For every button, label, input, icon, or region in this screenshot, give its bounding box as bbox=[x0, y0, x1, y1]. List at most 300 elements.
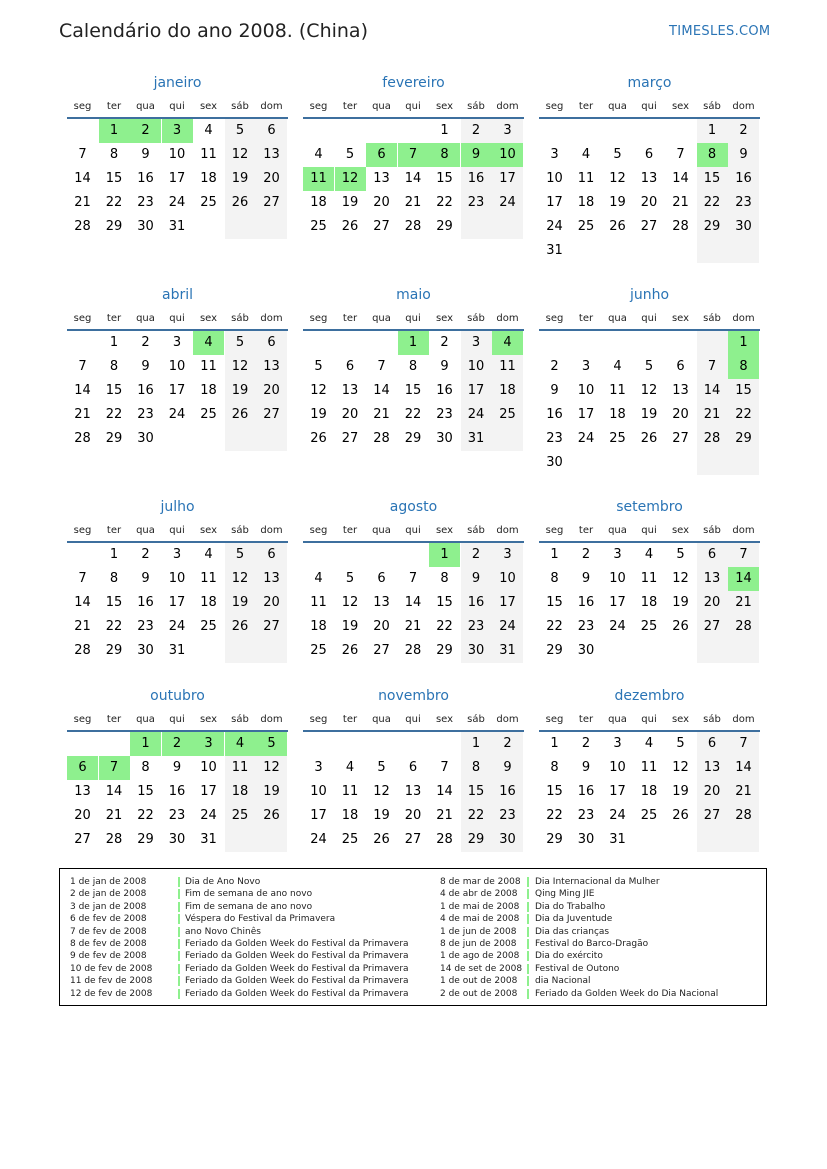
day-cell: 17 bbox=[609, 784, 626, 799]
month-agosto bbox=[303, 498, 524, 698]
day-cell: 17 bbox=[168, 383, 186, 398]
holiday-name: Dia das crianças bbox=[535, 926, 610, 937]
day-cell: 18 bbox=[609, 407, 626, 422]
holiday-marker bbox=[178, 976, 180, 986]
weekday-label: sáb bbox=[703, 714, 721, 725]
day-cell: 25 bbox=[200, 195, 217, 210]
weekend-blank-cell bbox=[256, 828, 287, 852]
weekday-label: ter bbox=[342, 313, 358, 324]
weekday-label: qui bbox=[169, 313, 185, 324]
day-cell: 17 bbox=[492, 591, 523, 615]
weekday-label: seg bbox=[309, 101, 328, 112]
weekday-label: qui bbox=[641, 525, 657, 536]
holiday-date: 12 de fev de 2008 bbox=[70, 988, 153, 999]
month-name: janeiro bbox=[153, 75, 202, 91]
day-cell: 12 bbox=[672, 760, 689, 775]
weekday-label: sáb bbox=[703, 313, 721, 324]
day-cell: 8 bbox=[461, 756, 492, 780]
day-cell: 13 bbox=[373, 595, 390, 610]
day-cell: 26 bbox=[225, 191, 256, 215]
weekend-blank-cell bbox=[728, 828, 759, 852]
day-cell: 20 bbox=[373, 195, 390, 210]
day-cell: 7 bbox=[78, 147, 87, 162]
day-cell: 18 bbox=[640, 595, 658, 610]
day-cell: 11 bbox=[200, 359, 217, 374]
day-cell: 3 bbox=[172, 335, 182, 350]
weekday-label: sex bbox=[199, 101, 218, 112]
day-cell: 8 bbox=[109, 571, 119, 586]
day-cell: 26 bbox=[310, 431, 327, 446]
holiday-marker bbox=[178, 939, 180, 949]
weekend-blank-cell bbox=[728, 639, 759, 663]
day-cell: 12 bbox=[225, 567, 256, 591]
day-cell: 5 bbox=[613, 147, 622, 162]
holiday-name: Feriado da Golden Week do Dia Nacional bbox=[535, 988, 719, 999]
weekend-blank-cell bbox=[697, 451, 728, 475]
day-cell: 12 bbox=[373, 784, 390, 799]
holiday-marker bbox=[527, 877, 529, 887]
day-cell: 26 bbox=[225, 615, 256, 639]
day-cell: 24 bbox=[609, 619, 626, 634]
day-cell: 15 bbox=[436, 595, 453, 610]
holiday-day-cell: 10 bbox=[492, 143, 523, 167]
holiday-legend bbox=[59, 868, 767, 1006]
holiday-marker bbox=[527, 964, 529, 974]
day-cell: 14 bbox=[373, 383, 390, 398]
day-cell: 9 bbox=[492, 756, 523, 780]
day-cell: 23 bbox=[436, 407, 453, 422]
day-cell: 5 bbox=[345, 147, 355, 162]
holiday-name: Qing Ming JIE bbox=[535, 889, 595, 900]
day-cell: 22 bbox=[546, 619, 563, 634]
weekday-label: seg bbox=[73, 101, 92, 112]
weekday-label: dom bbox=[732, 101, 755, 112]
day-cell: 29 bbox=[137, 832, 154, 847]
holiday-day-cell: 4 bbox=[193, 331, 224, 355]
day-cell: 1 bbox=[461, 732, 492, 756]
month-name: setembro bbox=[616, 499, 683, 515]
day-cell: 23 bbox=[168, 808, 186, 823]
day-cell: 13 bbox=[256, 355, 287, 379]
day-cell: 12 bbox=[640, 383, 658, 398]
day-cell: 22 bbox=[697, 191, 728, 215]
holiday-day-cell: 2 bbox=[162, 732, 193, 756]
day-cell: 4 bbox=[204, 547, 213, 562]
day-cell: 11 bbox=[200, 571, 217, 586]
day-cell: 2 bbox=[581, 547, 591, 562]
weekday-label: qui bbox=[641, 714, 657, 725]
holiday-day-cell: 5 bbox=[256, 732, 287, 756]
day-cell: 11 bbox=[640, 760, 658, 775]
weekday-label: qua bbox=[372, 525, 391, 536]
day-cell: 12 bbox=[256, 756, 287, 780]
day-cell: 5 bbox=[225, 331, 256, 355]
weekday-label: sex bbox=[435, 313, 454, 324]
day-cell: 20 bbox=[640, 195, 658, 210]
holiday-day-cell: 1 bbox=[99, 119, 130, 143]
day-cell: 4 bbox=[581, 147, 591, 162]
day-cell: 24 bbox=[200, 808, 217, 823]
month-outubro bbox=[67, 687, 288, 887]
weekday-label: seg bbox=[309, 714, 328, 725]
day-cell: 29 bbox=[461, 828, 492, 852]
day-cell: 23 bbox=[728, 191, 759, 215]
weekday-label: qua bbox=[372, 714, 391, 725]
weekday-label: qua bbox=[136, 101, 155, 112]
holiday-marker bbox=[527, 889, 529, 899]
day-cell: 20 bbox=[74, 808, 91, 823]
day-cell: 20 bbox=[373, 619, 390, 634]
day-cell: 19 bbox=[373, 808, 390, 823]
day-cell: 16 bbox=[137, 383, 154, 398]
day-cell: 8 bbox=[109, 359, 119, 374]
weekday-label: seg bbox=[73, 714, 92, 725]
day-cell: 13 bbox=[341, 383, 359, 398]
day-cell: 25 bbox=[310, 219, 327, 234]
day-cell: 11 bbox=[640, 571, 658, 586]
weekday-label: qui bbox=[169, 101, 185, 112]
holiday-date: 1 de jan de 2008 bbox=[70, 877, 147, 887]
day-cell: 16 bbox=[728, 167, 759, 191]
holiday-marker bbox=[178, 914, 180, 924]
day-cell: 27 bbox=[697, 615, 728, 639]
day-cell: 7 bbox=[78, 571, 87, 586]
day-cell: 28 bbox=[105, 832, 123, 847]
day-cell: 6 bbox=[377, 571, 386, 586]
weekday-label: sex bbox=[199, 313, 218, 324]
holiday-date: 8 de fev de 2008 bbox=[70, 938, 147, 949]
day-cell: 25 bbox=[640, 619, 658, 634]
holiday-marker bbox=[527, 902, 529, 912]
day-cell: 28 bbox=[672, 219, 689, 234]
day-cell: 10 bbox=[310, 784, 327, 799]
day-cell: 31 bbox=[168, 219, 186, 234]
holiday-day-cell: 3 bbox=[162, 119, 193, 143]
holiday-date: 1 de out de 2008 bbox=[440, 976, 518, 987]
day-cell: 16 bbox=[577, 595, 595, 610]
weekday-label: sex bbox=[435, 714, 454, 725]
holiday-name: Feriado da Golden Week do Festival da Primavera bbox=[185, 963, 409, 974]
day-cell: 19 bbox=[225, 167, 256, 191]
weekday-label: qua bbox=[372, 101, 391, 112]
day-cell: 18 bbox=[310, 619, 327, 634]
holiday-marker bbox=[527, 989, 529, 999]
holiday-day-cell: 8 bbox=[728, 355, 759, 379]
day-cell: 17 bbox=[461, 379, 492, 403]
day-cell: 20 bbox=[256, 167, 287, 191]
holiday-day-cell: 6 bbox=[67, 756, 98, 780]
weekday-label: ter bbox=[578, 313, 594, 324]
day-cell: 9 bbox=[440, 359, 449, 374]
holiday-name: Feriado da Golden Week do Festival da Primavera bbox=[185, 988, 409, 999]
holiday-name: Dia de Ano Novo bbox=[185, 877, 261, 887]
holiday-marker bbox=[527, 951, 529, 961]
day-cell: 16 bbox=[137, 595, 154, 610]
day-cell: 12 bbox=[341, 595, 359, 610]
day-cell: 15 bbox=[546, 784, 563, 799]
day-cell: 27 bbox=[672, 431, 689, 446]
day-cell: 17 bbox=[492, 167, 523, 191]
month-março bbox=[539, 74, 760, 274]
weekday-label: sáb bbox=[467, 101, 485, 112]
day-cell: 25 bbox=[341, 832, 359, 847]
day-cell: 29 bbox=[728, 427, 759, 451]
day-cell: 17 bbox=[200, 784, 217, 799]
day-cell: 22 bbox=[105, 407, 123, 422]
day-cell: 23 bbox=[577, 808, 595, 823]
day-cell: 24 bbox=[609, 808, 626, 823]
day-cell: 17 bbox=[168, 171, 186, 186]
day-cell: 22 bbox=[436, 619, 453, 634]
day-cell: 30 bbox=[577, 832, 595, 847]
weekend-blank-cell bbox=[697, 828, 728, 852]
day-cell: 5 bbox=[345, 571, 355, 586]
day-cell: 28 bbox=[74, 431, 91, 446]
day-cell: 20 bbox=[256, 379, 287, 403]
day-cell: 13 bbox=[697, 756, 728, 780]
day-cell: 29 bbox=[436, 219, 453, 234]
holiday-date: 1 de jun de 2008 bbox=[440, 926, 517, 937]
day-cell: 3 bbox=[581, 359, 591, 374]
holiday-name: Feriado da Golden Week do Festival da Primavera bbox=[185, 938, 409, 949]
day-cell: 13 bbox=[404, 784, 422, 799]
day-cell: 18 bbox=[492, 379, 523, 403]
day-cell: 8 bbox=[550, 571, 559, 586]
day-cell: 14 bbox=[697, 379, 728, 403]
weekday-label: sáb bbox=[703, 101, 721, 112]
day-cell: 1 bbox=[109, 547, 119, 562]
weekday-label: qui bbox=[641, 313, 657, 324]
day-cell: 21 bbox=[697, 403, 728, 427]
day-cell: 30 bbox=[461, 639, 492, 663]
day-cell: 3 bbox=[314, 760, 323, 775]
weekday-label: sex bbox=[199, 525, 218, 536]
holiday-name: Dia do Trabalho bbox=[535, 901, 606, 912]
day-cell: 13 bbox=[373, 171, 390, 186]
month-name: julho bbox=[160, 499, 195, 515]
day-cell: 16 bbox=[577, 784, 595, 799]
day-cell: 28 bbox=[373, 431, 390, 446]
day-cell: 29 bbox=[546, 643, 563, 658]
month-name: outubro bbox=[150, 688, 205, 704]
day-cell: 23 bbox=[137, 619, 154, 634]
day-cell: 21 bbox=[74, 407, 91, 422]
day-cell: 25 bbox=[577, 219, 595, 234]
day-cell: 30 bbox=[492, 828, 523, 852]
weekday-label: qua bbox=[608, 101, 627, 112]
day-cell: 26 bbox=[373, 832, 390, 847]
weekday-label: seg bbox=[545, 714, 564, 725]
day-cell: 24 bbox=[461, 403, 492, 427]
day-cell: 1 bbox=[550, 736, 559, 751]
holiday-marker bbox=[527, 939, 529, 949]
day-cell: 19 bbox=[609, 195, 626, 210]
day-cell: 16 bbox=[137, 171, 154, 186]
holiday-date: 2 de jan de 2008 bbox=[70, 889, 147, 900]
month-julho bbox=[67, 498, 288, 698]
day-cell: 30 bbox=[577, 643, 595, 658]
day-cell: 15 bbox=[105, 595, 123, 610]
month-name: junho bbox=[629, 287, 670, 303]
weekday-label: dom bbox=[260, 714, 283, 725]
holiday-name: Feriado da Golden Week do Festival da Primavera bbox=[185, 976, 409, 987]
holiday-day-cell: 2 bbox=[130, 119, 161, 143]
day-cell: 21 bbox=[436, 808, 453, 823]
month-dezembro bbox=[539, 687, 760, 887]
day-cell: 29 bbox=[105, 643, 123, 658]
weekend-blank-cell bbox=[492, 215, 523, 239]
day-cell: 16 bbox=[461, 591, 492, 615]
day-cell: 21 bbox=[404, 195, 422, 210]
day-cell: 9 bbox=[461, 567, 492, 591]
day-cell: 25 bbox=[609, 431, 626, 446]
day-cell: 17 bbox=[168, 595, 186, 610]
day-cell: 19 bbox=[341, 195, 359, 210]
day-cell: 24 bbox=[168, 195, 186, 210]
weekday-label: dom bbox=[732, 714, 755, 725]
weekday-label: ter bbox=[578, 714, 594, 725]
day-cell: 4 bbox=[314, 147, 323, 162]
day-cell: 17 bbox=[609, 595, 626, 610]
weekend-blank-cell bbox=[697, 331, 728, 355]
month-maio bbox=[303, 286, 524, 486]
weekday-label: qui bbox=[405, 525, 421, 536]
day-cell: 22 bbox=[105, 619, 123, 634]
holiday-marker bbox=[178, 877, 180, 887]
weekend-blank-cell bbox=[728, 239, 759, 263]
weekday-label: sex bbox=[435, 101, 454, 112]
day-cell: 26 bbox=[341, 643, 359, 658]
weekday-label: qua bbox=[608, 714, 627, 725]
weekday-label: qui bbox=[405, 313, 421, 324]
day-cell: 22 bbox=[105, 195, 123, 210]
day-cell: 3 bbox=[492, 543, 523, 567]
day-cell: 14 bbox=[404, 171, 422, 186]
brand-link[interactable]: TIMESLES.COM bbox=[669, 24, 771, 39]
day-cell: 21 bbox=[373, 407, 390, 422]
day-cell: 11 bbox=[609, 383, 626, 398]
holiday-marker bbox=[178, 902, 180, 912]
day-cell: 22 bbox=[728, 403, 759, 427]
day-cell: 23 bbox=[461, 191, 492, 215]
day-cell: 28 bbox=[436, 832, 453, 847]
day-cell: 18 bbox=[200, 595, 217, 610]
day-cell: 9 bbox=[141, 359, 150, 374]
day-cell: 22 bbox=[546, 808, 563, 823]
month-name: março bbox=[627, 75, 672, 91]
holiday-marker bbox=[178, 951, 180, 961]
day-cell: 15 bbox=[697, 167, 728, 191]
weekday-label: sex bbox=[199, 714, 218, 725]
weekday-label: qui bbox=[169, 525, 185, 536]
day-cell: 19 bbox=[310, 407, 327, 422]
holiday-day-cell: 8 bbox=[429, 143, 460, 167]
day-cell: 29 bbox=[546, 832, 563, 847]
day-cell: 6 bbox=[256, 119, 287, 143]
day-cell: 27 bbox=[74, 832, 91, 847]
day-cell: 22 bbox=[461, 804, 492, 828]
holiday-date: 7 de fev de 2008 bbox=[70, 926, 147, 937]
day-cell: 11 bbox=[200, 147, 217, 162]
day-cell: 13 bbox=[672, 383, 689, 398]
holiday-date: 1 de mai de 2008 bbox=[440, 901, 520, 912]
day-cell: 30 bbox=[137, 219, 154, 234]
day-cell: 15 bbox=[137, 784, 154, 799]
month-name: dezembro bbox=[614, 688, 685, 704]
weekend-blank-cell bbox=[697, 239, 728, 263]
day-cell: 28 bbox=[728, 804, 759, 828]
weekday-label: dom bbox=[260, 525, 283, 536]
weekday-label: sáb bbox=[467, 525, 485, 536]
day-cell: 10 bbox=[546, 171, 563, 186]
day-cell: 25 bbox=[310, 643, 327, 658]
day-cell: 6 bbox=[256, 543, 287, 567]
day-cell: 25 bbox=[225, 804, 256, 828]
weekday-label: sex bbox=[435, 525, 454, 536]
day-cell: 19 bbox=[640, 407, 658, 422]
day-cell: 13 bbox=[256, 567, 287, 591]
day-cell: 26 bbox=[672, 619, 689, 634]
weekday-label: seg bbox=[309, 313, 328, 324]
day-cell: 21 bbox=[672, 195, 689, 210]
day-cell: 21 bbox=[74, 195, 91, 210]
day-cell: 31 bbox=[461, 427, 492, 451]
holiday-day-cell: 1 bbox=[728, 331, 759, 355]
day-cell: 8 bbox=[408, 359, 418, 374]
weekday-label: sáb bbox=[467, 313, 485, 324]
weekday-label: qua bbox=[136, 525, 155, 536]
day-cell: 4 bbox=[644, 736, 654, 751]
day-cell: 11 bbox=[492, 355, 523, 379]
day-cell: 30 bbox=[728, 215, 759, 239]
day-cell: 4 bbox=[644, 547, 654, 562]
weekday-label: ter bbox=[578, 525, 594, 536]
day-cell: 20 bbox=[697, 780, 728, 804]
day-cell: 8 bbox=[550, 760, 559, 775]
day-cell: 10 bbox=[609, 760, 626, 775]
weekday-label: sex bbox=[671, 525, 690, 536]
day-cell: 4 bbox=[345, 760, 355, 775]
day-cell: 14 bbox=[105, 784, 123, 799]
weekday-label: ter bbox=[106, 525, 122, 536]
day-cell: 26 bbox=[225, 403, 256, 427]
day-cell: 21 bbox=[728, 780, 759, 804]
holiday-date: 2 de out de 2008 bbox=[440, 988, 518, 999]
weekend-blank-cell bbox=[225, 828, 256, 852]
day-cell: 27 bbox=[256, 191, 287, 215]
day-cell: 12 bbox=[609, 171, 626, 186]
day-cell: 23 bbox=[546, 431, 563, 446]
day-cell: 21 bbox=[404, 619, 422, 634]
holiday-day-cell: 12 bbox=[335, 167, 366, 191]
day-cell: 9 bbox=[581, 571, 591, 586]
day-cell: 23 bbox=[577, 619, 595, 634]
weekday-label: ter bbox=[106, 313, 122, 324]
holiday-name: Fim de semana de ano novo bbox=[185, 889, 313, 900]
weekday-label: qui bbox=[405, 101, 421, 112]
day-cell: 2 bbox=[728, 119, 759, 143]
day-cell: 18 bbox=[640, 784, 658, 799]
day-cell: 14 bbox=[74, 171, 91, 186]
day-cell: 12 bbox=[310, 383, 327, 398]
month-name: agosto bbox=[389, 499, 438, 515]
day-cell: 13 bbox=[640, 171, 658, 186]
day-cell: 29 bbox=[105, 219, 123, 234]
holiday-name: ano Novo Chinês bbox=[185, 926, 261, 937]
day-cell: 10 bbox=[200, 760, 217, 775]
holiday-marker bbox=[178, 989, 180, 999]
day-cell: 18 bbox=[310, 195, 327, 210]
